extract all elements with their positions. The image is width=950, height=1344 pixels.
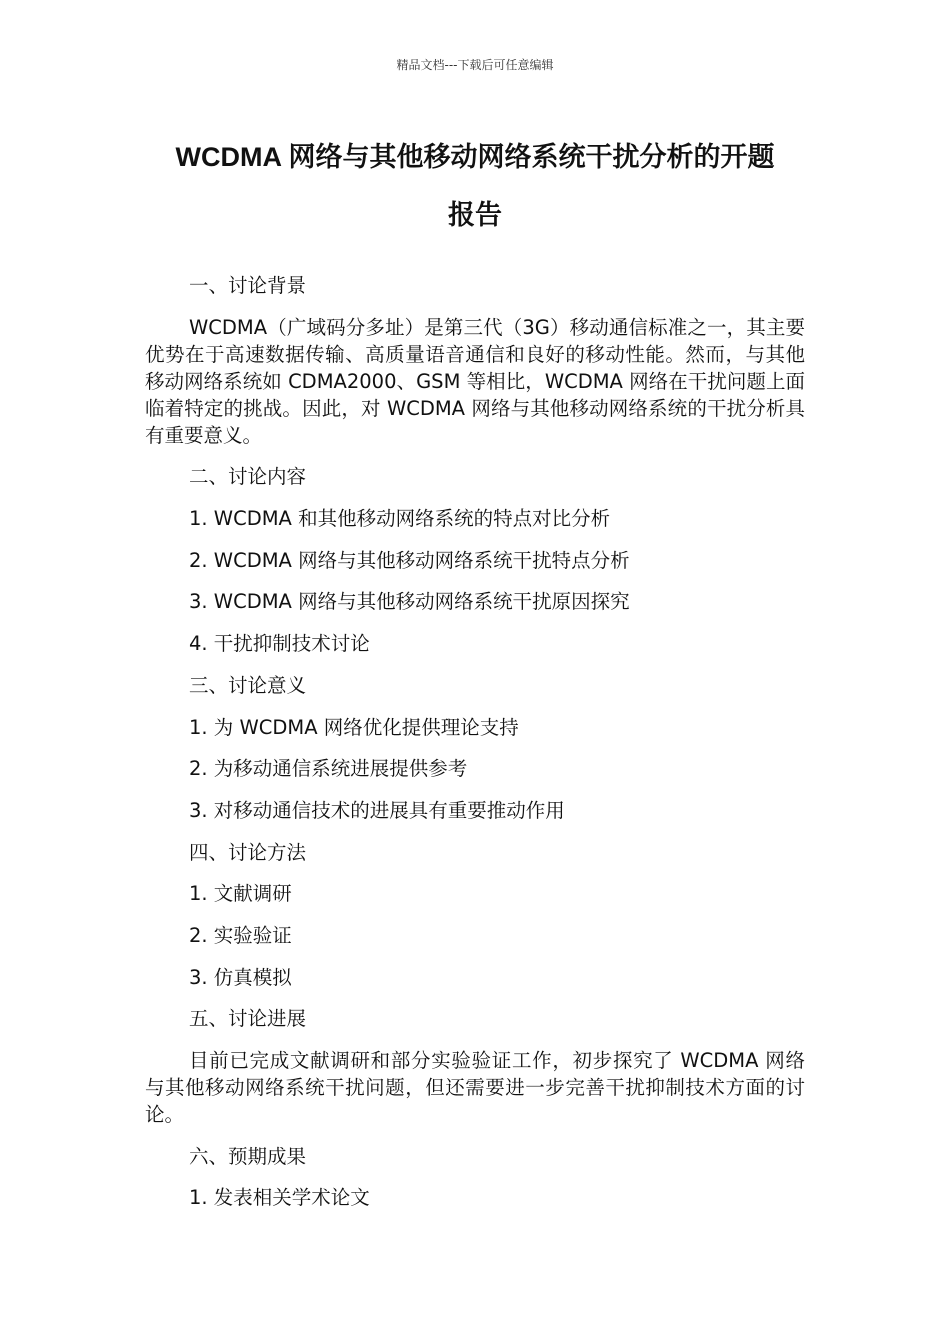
title-line-2: 报告 [448,200,502,230]
section-heading-background: 一、讨论背景 [189,274,307,297]
section-heading-methods: 四、讨论方法 [189,840,307,864]
list-item: 3. WCDMA 网络与其他移动网络系统干扰原因探究 [189,590,630,614]
section-heading-significance: 三、讨论意义 [189,673,307,697]
list-item: 1. 发表相关学术论文 [189,1186,370,1210]
title-line-1: WCDMA 网络与其他移动网络系统干扰分析的开题 [175,142,775,172]
section-heading-results: 六、预期成果 [189,1144,307,1168]
list-item: 2. 为移动通信系统进展提供参考 [189,757,468,781]
section-heading-progress: 五、讨论进展 [189,1007,307,1031]
section-heading-content: 二、讨论内容 [189,465,307,489]
document-body [145,272,805,1226]
list-item: 1. WCDMA 和其他移动网络系统的特点对比分析 [189,507,611,531]
list-item: 4. 干扰抑制技术讨论 [189,632,370,656]
list-item: 2. 实验验证 [189,923,292,947]
page-header: 精品文档---下载后可任意编辑 [396,58,554,72]
list-item: 1. 为 WCDMA 网络优化提供理论支持 [189,715,519,739]
document-title [145,128,805,244]
progress-paragraph: 目前已完成文献调研和部分实验验证工作，初步探究了 WCDMA 网络与其他移动网络系统干扰问题，但还需要进一步完善干扰抑制技术方面的讨论。 [145,1049,805,1126]
list-item: 3. 仿真模拟 [189,965,292,989]
background-paragraph: WCDMA（广域码分多址）是第三代（3G）移动通信标准之一，其主要优势在于高速数据传输、高质量语音通信和良好的移动性能。然而，与其他移动网络系统如 CDMA2000、GSM 等相比，WCDMA 网络在干扰问题上面临着特定的挑战。因此，对 WCDMA 网络与其他移动网络系统的干扰分析具有重要意义。 [145,315,805,447]
list-item: 2. WCDMA 网络与其他移动网络系统干扰特点分析 [189,548,630,572]
list-item: 3. 对移动通信技术的进展具有重要推动作用 [189,798,565,822]
list-item: 1. 文献调研 [189,882,292,906]
